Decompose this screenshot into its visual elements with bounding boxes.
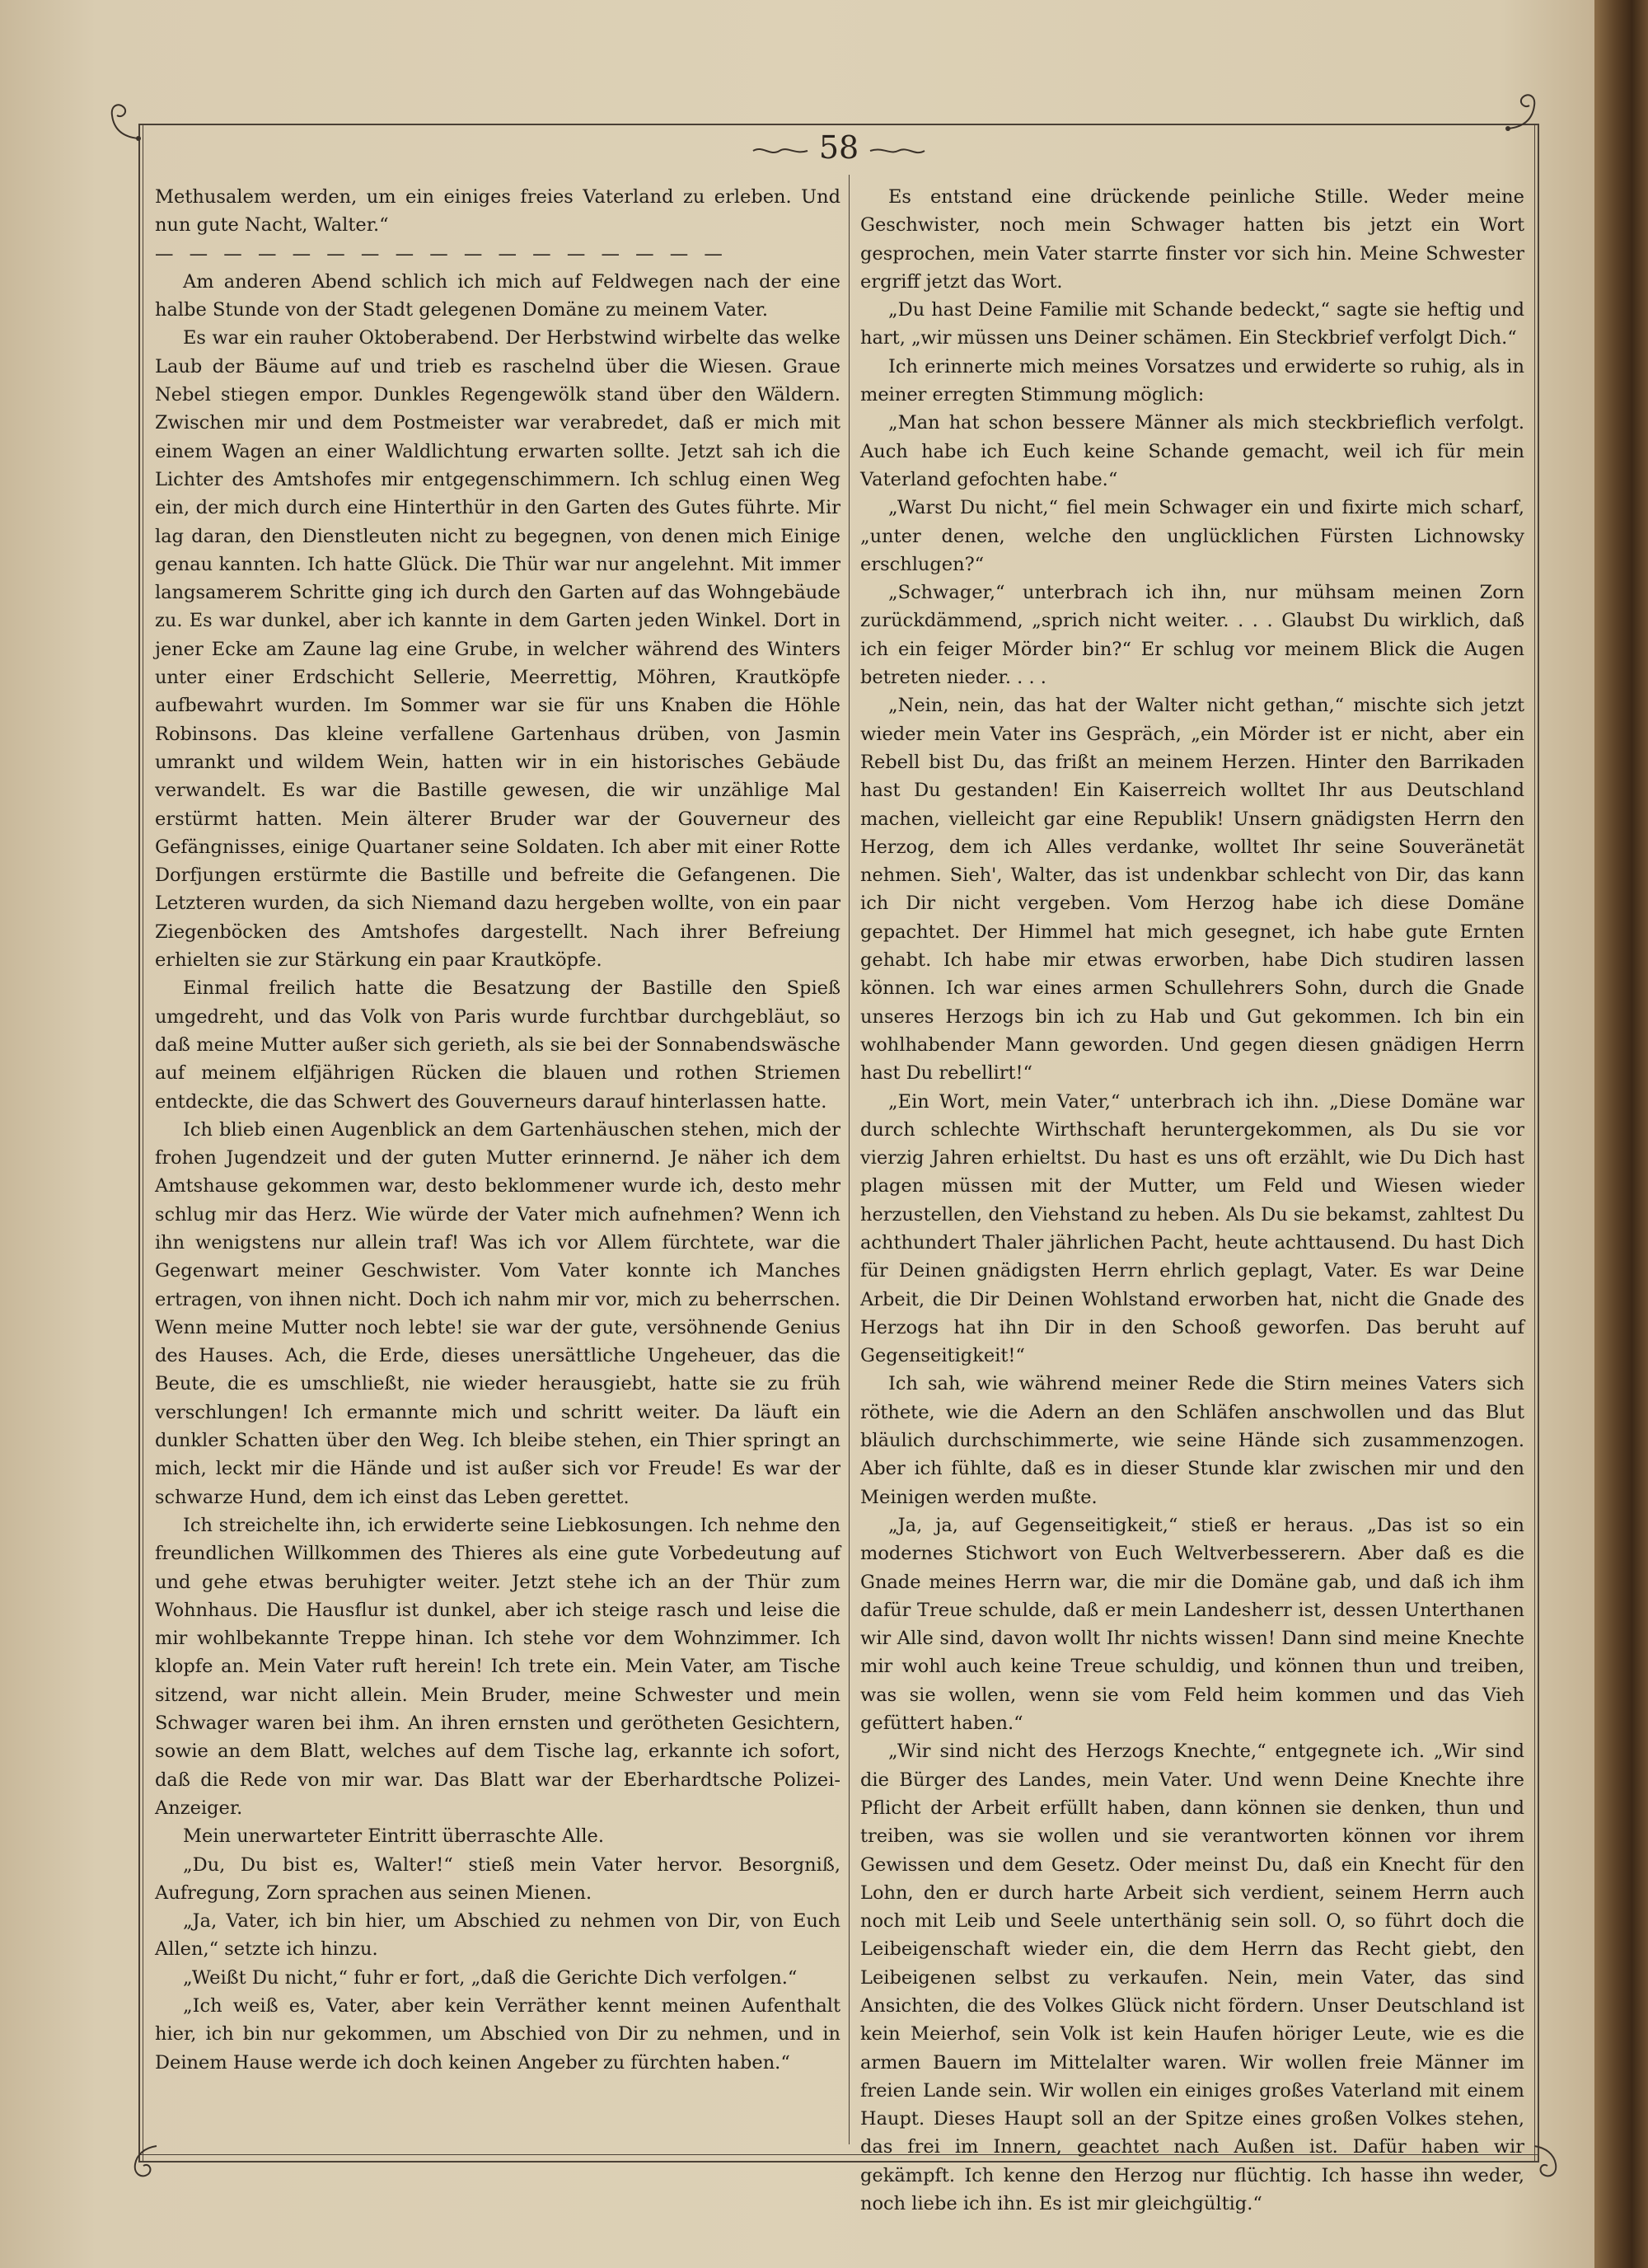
book-binding-edge xyxy=(1594,0,1648,2268)
paragraph: „Man hat schon bessere Männer als mich steckbrieflich verfolgt. Auch habe ich Euch keine Schande gemacht, weil ich für mein Vaterland gefochten habe.“ xyxy=(860,412,1524,490)
paragraph: „Du, Du bist es, Walter!“ stieß mein Vater hervor. Besorgniß, Aufregung, Zorn sprachen aus seinen Mienen. xyxy=(155,1853,840,1904)
paragraph: „Ja, Vater, ich bin hier, um Abschied zu nehmen von Dir, von Euch Allen,“ setzte ich hinzu. xyxy=(155,1910,840,1961)
header-flourish-right-icon xyxy=(868,143,926,158)
paragraph: „Wir sind nicht des Herzogs Knechte,“ entgegnete ich. „Wir sind die Bürger des Landes, mein Vater. Und wenn Deine Knechte ihre Pflicht der Arbeit erfüllt haben, dann können sie denken, thun und treiben, was sie wollen und sie verantworten können vor ihrem Gewissen und dem Gesetz. Oder meinst Du, daß ein Knecht für den Lohn, den er durch harte Arbeit sich verdient, seinem Herrn auch noch mit Leib und Seele unterthänig sein soll. O, so führt doch die Leibeigenschaft wieder ein, die dem Herrn das Recht giebt, den Leibeigenen selbst zu verkaufen. Nein, mein Vater, das sind Ansichten, die des Volkes Glück nicht fördern. Unser Deutschland ist kein Meierhof, sein Volk ist kein Haufen höriger Leute, wie es die armen Bauern im Mittelalter waren. Wir wollen freie Männer im freien Lande sein. Wir wollen ein einiges großes Vaterland mit einem Haupt. Dieses Haupt soll an der Spitze eines großen Volkes stehen, das frei im Innern, geachtet nach Außen ist. Dafür haben wir gekämpft. Ich kenne den Herzog nur flüchtig. Ich hasse ihn weder, noch liebe ich ihn. Es ist mir gleichgültig.“ xyxy=(860,1741,1524,2215)
text-column-right xyxy=(860,183,1524,2215)
column-divider xyxy=(849,175,850,2144)
separator-dashes: — — — — — — — — — — — — — — — — — xyxy=(155,242,728,265)
paragraph: „Nein, nein, das hat der Walter nicht gethan,“ mischte sich jetzt wieder mein Vater ins Gespräch, „ein Mörder ist er nicht, aber ein Rebell bist Du, das frißt an meinem Herzen. Hinter den Barrikaden hast Du gestanden! Ein Kaiserreich wolltet Ihr aus Deutschland machen, vielleicht gar eine Republik! Unsern gnädigsten Herrn den Herzog, dem ich Alles verdanke, wolltet Ihr seine Souveränetät nehmen. Sieh', Walter, das ist undenkbar schlecht von Dir, das kann ich Dir nicht vergeben. Vom Herzog habe ich diese Domäne gepachtet. Der Himmel hat mich gesegnet, ich habe gute Ernten gehabt. Ich habe mir etwas erworben, habe Dich studiren lassen können. Ich war eines armen Schullehrers Sohn, durch die Gnade unseres Herzogs bin ich zu Hab und Gut gekommen. Ich bin ein wohlhabender Mann geworden. Und gegen diesen gnädigen Herrn hast Du rebellirt!“ xyxy=(860,695,1524,1085)
paragraph: „Warst Du nicht,“ fiel mein Schwager ein und fixirte mich scharf, „unter denen, welche den unglücklichen Fürsten Lichnowsky erschlugen?“ xyxy=(860,497,1524,575)
frame-right-border xyxy=(1534,124,1539,2161)
paragraph: „Ein Wort, mein Vater,“ unterbrach ich ihn. „Diese Domäne war durch schlechte Wirthschaft heruntergekommen, als Du sie vor vierzig Jahren erhieltst. Du hast es uns oft erzählt, wie Du Dich hast plagen müssen mit der Mutter, um Feld und Wiesen wieder herzustellen, den Viehstand zu heben. Als Du sie bekamst, zahltest Du achthundert Thaler jährlichen Pacht, heute achttausend. Du hast Dich für Deinen gnädigsten Herrn ehrlich geplagt, Vater. Es war Deine Arbeit, die Dir Deinen Wohlstand erworben hat, nicht die Gnade des Herzogs hat ihn Dir in den Schooß geworfen. Das beruht auf Gegenseitigkeit!“ xyxy=(860,1090,1524,1367)
paragraph: Mein unerwarteter Eintritt überraschte Alle. xyxy=(183,1825,605,1848)
page-header xyxy=(143,127,1534,168)
paragraph: Ich blieb einen Augenblick an dem Gartenhäuschen stehen, mich der frohen Jugendzeit und der guten Mutter erinnernd. Je näher ich dem Amtshause gekommen war, desto beklommener wurde ich, desto mehr schlug mir das Herz. Wie würde der Vater mich aufnehmen? Wenn ich ihn wenigstens nur allein traf! Was ich vor Allem fürchtete, war die Gegenwart meiner Geschwister. Vom Vater konnte ich Manches ertragen, von ihnen nicht. Doch ich nahm mir vor, mich zu beherrschen. Wenn meine Mutter noch lebte! sie war der gute, versöhnende Genius des Hauses. Ach, die Erde, dieses unersättliche Ungeheuer, das die Beute, die es umschließt, nie wieder herausgiebt, hatte sie zu früh verschlungen! Ich ermannte mich und schritt weiter. Da läuft ein dunkler Schatten über den Weg. Ich bleibe stehen, ein Thier springt an mich, leckt mir die Hände und ist außer sich vor Freude! Es war der schwarze Hund, dem ich einst das Leben gerettet. xyxy=(155,1118,840,1508)
paragraph: Einmal freilich hatte die Besatzung der Bastille den Spieß umgedreht, und das Volk von Paris wurde furchtbar durchgebläut, so daß meine Mutter außer sich gerieth, als sie bei der Sonnabendswäsche auf meinem elfjährigen Rücken die blauen und rothen Striemen entdeckte, die das Schwert des Gouverneurs darauf hinterlassen hatte. xyxy=(155,977,840,1113)
corner-ornament-bottom-right-icon xyxy=(1518,2138,1567,2187)
paragraph: „Schwager,“ unterbrach ich ihn, nur mühsam meinen Zorn zurückdämmend, „sprich nicht weiter. . . . Glaubst Du wirklich, daß ich ein feiger Mörder bin?“ Er schlug vor meinem Blick die Augen betreten nieder. . . . xyxy=(860,582,1524,689)
paragraph: Es war ein rauher Oktoberabend. Der Herbstwind wirbelte das welke Laub der Bäume auf und trieb es raschelnd über die Wiesen. Graue Nebel stiegen empor. Dunkles Regengewölk stand über den Wäldern. Zwischen mir und dem Postmeister war verabredet, daß er mich mit einem Wagen an einer Waldlichtung erwarten sollte. Jetzt sah ich die Lichter des Amtshofes mir entgegenschimmern. Ich schlug einen Weg ein, der mich durch eine Hinterthür in den Garten des Gutes führte. Mir lag daran, den Dienstleuten nicht zu begegnen, von denen mich Einige genau kannten. Ich hatte Glück. Die Thür war nur angelehnt. Mit immer langsamerem Schritte ging ich durch den Garten auf das Wohngebäude zu. Es war dunkel, aber ich kannte in dem Garten jeden Winkel. Dort in jener Ecke am Zaune lag eine Grube, in welcher während des Winters unter einer Erdschicht Sellerie, Meerrettig, Möhren, Krautköpfe aufbewahrt wurden. Im Sommer war sie für uns Knaben die Höhle Robinsons. Das kleine verfallene Gartenhaus drüben, von Jasmin umrankt und wildem Wein, hatten wir in ein historisches Gebäude verwandelt. Es war die Bastille gewesen, die wir unzählige Mal erstürmt hatten. Mein älterer Bruder war der Gouverneur des Gefängnisses, einige Quartaner seine Soldaten. Ich aber mit einer Rotte Dorfjungen erstürmte die Bastille und befreite die Gefangenen. Die Letzteren wurden, da sich Niemand dazu hergeben wollte, von ein paar Ziegenböcken des Amtshofes dargestellt. Nach ihrer Befreiung erhielten sie zur Stärkung ein paar Krautköpfe. xyxy=(155,327,840,972)
paragraph: „Ja, ja, auf Gegenseitigkeit,“ stieß er heraus. „Das ist so ein modernes Stichwort von Euch Weltverbesserern. Aber daß es die Gnade meines Herrn war, die mir die Domäne gab, und daß ich ihm dafür Treue schulde, daß er mein Landesherr ist, dessen Unterthanen wir Alle sind, davon wollt Ihr nichts wissen! Dann sind meine Knechte mir wohl auch keine Treue schuldig, und können thun und treiben, was sie wollen, wenn sie vom Feld heim kommen und das Vieh gefüttert haben.“ xyxy=(860,1514,1524,1735)
paragraph: Am anderen Abend schlich ich mich auf Feldwegen nach der eine halbe Stunde von der Stadt gelegenen Domäne zu meinem Vater. xyxy=(155,270,840,321)
paragraph: Ich sah, wie während meiner Rede die Stirn meines Vaters sich röthete, wie die Adern an den Schläfen anschwollen und das Blut bläulich durchschimmerte, wie seine Hände sich zusammenzogen. Aber ich fühlte, daß es in dieser Stunde klar zwischen mir und den Meinigen werden mußte. xyxy=(860,1373,1524,1508)
paragraph: Ich erinnerte mich meines Vorsatzes und erwiderte so ruhig, als in meiner erregten Stimmung möglich: xyxy=(860,355,1524,406)
corner-ornament-bottom-left-icon xyxy=(124,2138,173,2187)
paragraph: „Du hast Deine Familie mit Schande bedeckt,“ sagte sie heftig und hart, „wir müssen uns Deiner schämen. Ein Steckbrief verfolgt Dich.“ xyxy=(860,299,1524,349)
page-number: 58 xyxy=(818,129,859,166)
paragraph: „Ich weiß es, Vater, aber kein Verräther kennt meinen Aufenthalt hier, ich bin nur gekommen, um Abschied von Dir zu nehmen, und in Deinem Hause werde ich doch keinen Angeber zu fürchten haben.“ xyxy=(155,1995,840,2074)
paragraph: Methusalem werden, um ein einiges freies Vaterland zu erleben. Und nun gute Nacht, Walter.“ xyxy=(155,186,840,237)
corner-ornament-top-left-icon xyxy=(97,97,147,147)
paragraph: „Weißt Du nicht,“ fuhr er fort, „daß die Gerichte Dich verfolgen.“ xyxy=(183,1966,798,1989)
paragraph: Ich streichelte ihn, ich erwiderte seine Liebkosungen. Ich nehme den freundlichen Willkommen des Thieres als eine gute Vorbedeutung auf und gehe etwas beruhigter weiter. Jetzt stehe ich an der Thür zum Wohnhaus. Die Hausflur ist dunkel, aber ich steige rasch und leise die mir wohlbekannte Treppe hinan. Ich stehe vor dem Wohnzimmer. Ich klopfe an. Mein Vater ruft herein! Ich trete ein. Mein Vater, am Tische sitzend, war nicht allein. Mein Bruder, meine Schwester und mein Schwager waren bei ihm. An ihren ernsten und gerötheten Gesichtern, sowie an dem Blatt, welches auf dem Tische lag, erkannte ich sofort, daß die Rede von mir war. Das Blatt war der Eberhardtsche Polizei-Anzeiger. xyxy=(155,1514,840,1819)
header-flourish-left-icon xyxy=(751,143,809,158)
paragraph: Es entstand eine drückende peinliche Stille. Weder meine Geschwister, noch mein Schwager hatten bis jetzt ein Wort gesprochen, mein Vater starrte finster vor sich hin. Meine Schwester ergriff jetzt das Wort. xyxy=(860,186,1524,293)
text-column-left xyxy=(155,183,840,2144)
frame-left-border xyxy=(138,124,143,2161)
